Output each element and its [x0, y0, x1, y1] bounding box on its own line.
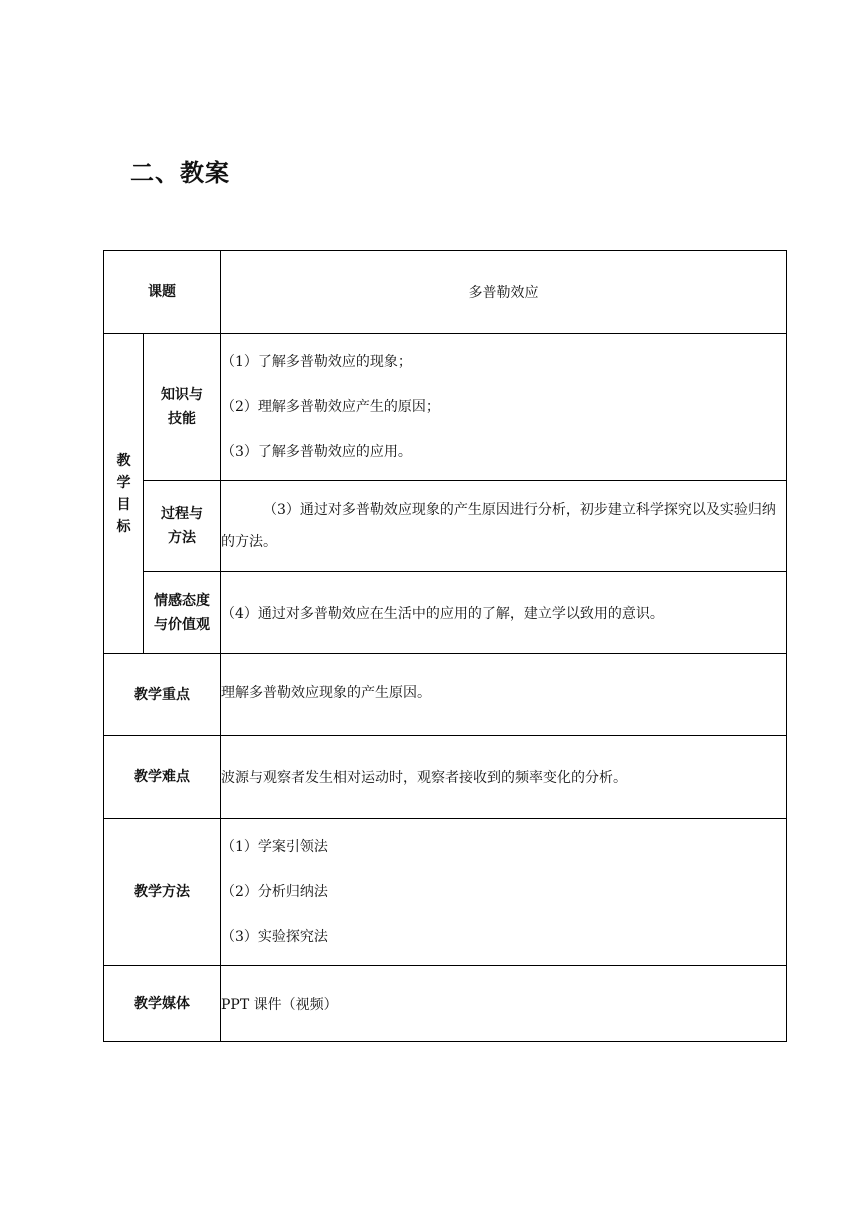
teaching-goals-label: [104, 334, 144, 654]
knowledge-label-line: 技能: [168, 411, 196, 427]
key-point-label: 教学重点: [104, 654, 221, 736]
key-point-row: [104, 654, 787, 736]
difficulty-label: 教学难点: [104, 736, 221, 819]
methods-row: [104, 819, 787, 966]
list-item: （2）理解多普勒效应产生的原因；: [221, 398, 440, 415]
methods-label: 教学方法: [104, 819, 221, 966]
page-title: 二、教案: [130, 159, 230, 187]
goals-label-char: 教: [116, 452, 131, 469]
difficulty-row: [104, 736, 787, 819]
list-item: （1）了解多普勒效应的现象；: [221, 353, 412, 370]
goals-label-char: 目: [116, 496, 131, 513]
emotion-text: （4）通过对多普勒效应在生活中的应用的了解，建立学以致用的意识。: [221, 572, 787, 654]
list-item: （3）实验探究法: [221, 928, 328, 945]
media-row: [104, 966, 787, 1042]
process-label-line: 过程与: [161, 506, 203, 522]
media-value: PPT 课件（视频）: [221, 966, 787, 1042]
knowledge-skills-label: [144, 334, 221, 481]
goals-label-char: 标: [116, 518, 131, 535]
lesson-plan-table: [103, 250, 787, 1042]
goals-label-char: 学: [116, 474, 131, 491]
topic-value: 多普勒效应: [221, 251, 787, 334]
emotion-label-line: 情感态度: [154, 592, 210, 609]
methods-items: [221, 819, 787, 966]
emotion-values-label: [144, 572, 221, 654]
topic-row: [104, 251, 787, 334]
topic-label: 课题: [104, 251, 221, 334]
key-point-value: 理解多普勒效应现象的产生原因。: [221, 654, 787, 736]
list-item: （2）分析归纳法: [221, 883, 328, 900]
process-row: [104, 481, 787, 572]
process-label-line: 方法: [168, 530, 196, 546]
emotion-row: [104, 572, 787, 654]
difficulty-value: 波源与观察者发生相对运动时，观察者接收到的频率变化的分析。: [221, 736, 787, 819]
knowledge-row: [104, 334, 787, 481]
process-text: （3）通过对多普勒效应现象的产生原因进行分析，初步建立科学探究以及实验归纳的方法。: [221, 481, 787, 572]
list-item: （1）学案引领法: [221, 838, 328, 855]
knowledge-label-line: 知识与: [161, 387, 203, 403]
emotion-label-line: 与价值观: [154, 616, 210, 633]
knowledge-items: [221, 334, 787, 481]
list-item: （3）了解多普勒效应的应用。: [221, 443, 412, 460]
process-methods-label: [144, 481, 221, 572]
media-label: 教学媒体: [104, 966, 221, 1042]
